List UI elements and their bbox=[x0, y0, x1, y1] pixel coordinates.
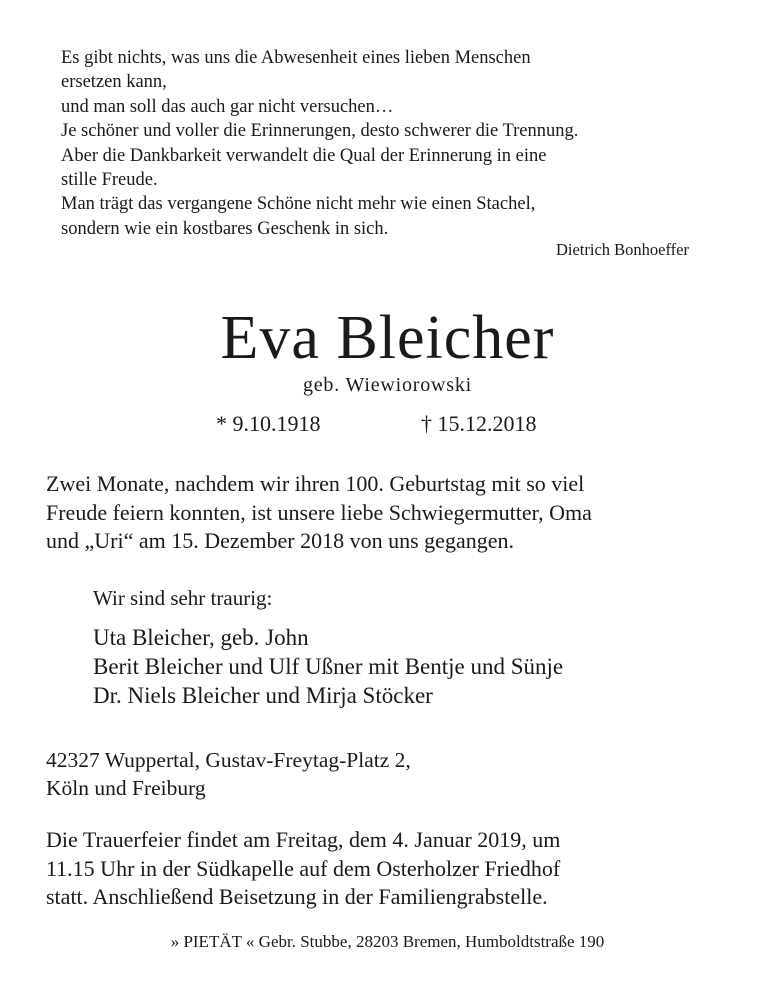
death-date: † 15.12.2018 bbox=[421, 411, 537, 436]
quote-block bbox=[61, 46, 701, 241]
undertaker-info: » PIETÄT « Gebr. Stubbe, 28203 Bremen, Humboldtstraße 190 bbox=[170, 932, 605, 951]
quote-line: Man trägt das vergangene Schöne nicht mehr wie einen Stachel, bbox=[61, 194, 536, 215]
quote-line: ersetzen kann, bbox=[61, 72, 167, 93]
mourner-name: Uta Bleicher, geb. John bbox=[93, 625, 309, 650]
address-line: 42327 Wuppertal, Gustav-Freytag-Platz 2, bbox=[46, 748, 411, 772]
quote-author: Dietrich Bonhoeffer bbox=[555, 240, 689, 259]
family-address bbox=[46, 746, 411, 802]
birth-date: * 9.10.1918 bbox=[216, 411, 321, 436]
intro-line: Zwei Monate, nachdem wir ihren 100. Geburtstag mit so viel bbox=[46, 471, 585, 496]
intro-line: Freude feiern konnten, ist unsere liebe Schwiegermutter, Oma bbox=[46, 499, 592, 525]
maiden-name: geb. Wiewiorowski bbox=[302, 374, 473, 396]
service-line: Die Trauerfeier findet am Freitag, dem 4. Januar 2019, um bbox=[46, 827, 561, 852]
service-line: statt. Anschließend Beisetzung in der Familiengrabstelle. bbox=[46, 884, 548, 909]
mourners-list bbox=[93, 623, 563, 710]
intro-text bbox=[46, 470, 736, 556]
service-line: 11.15 Uhr in der Südkapelle auf dem Osterholzer Friedhof bbox=[46, 855, 561, 881]
quote-line: und man soll das auch gar nicht versuchen… bbox=[61, 96, 394, 117]
mourner-name: Berit Bleicher und Ulf Ußner mit Bentje und Sünje bbox=[93, 654, 564, 679]
deceased-name: Eva Bleicher bbox=[220, 304, 555, 372]
mourner-name: Dr. Niels Bleicher und Mirja Stöcker bbox=[93, 683, 433, 708]
quote-line: Aber die Dankbarkeit verwandelt die Qual der Erinnerung in eine bbox=[61, 145, 547, 166]
quote-line: stille Freude. bbox=[61, 170, 158, 191]
quote-line: sondern wie ein kostbares Geschenk in sich. bbox=[61, 218, 389, 239]
quote-line: Es gibt nichts, was uns die Abwesenheit eines lieben Menschen bbox=[61, 48, 531, 68]
intro-line: und „Uri“ am 15. Dezember 2018 von uns gegangen. bbox=[46, 528, 514, 553]
address-line: Köln und Freiburg bbox=[46, 776, 206, 800]
mourners-label: Wir sind sehr traurig: bbox=[93, 586, 273, 610]
quote-line: Je schöner und voller die Erinnerungen, desto schwerer die Trennung. bbox=[61, 121, 579, 142]
funeral-service-info bbox=[46, 826, 736, 912]
